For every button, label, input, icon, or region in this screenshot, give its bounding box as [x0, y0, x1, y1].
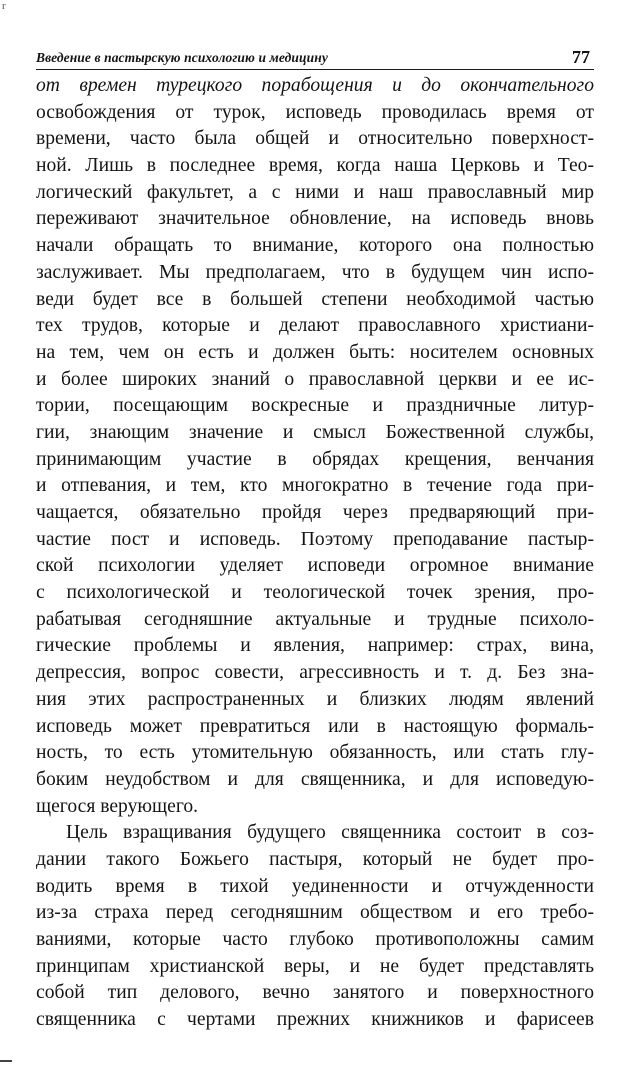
running-head [36, 44, 594, 70]
book-page [36, 44, 594, 1034]
body-text [36, 73, 594, 1034]
paragraph-first-line: Цель взращивания будущего священника состоит в соз- [66, 822, 594, 844]
text-line: времени, часто была общей и относительно поверхност- [36, 128, 594, 150]
text-line: водить время в тихой уединенности и отчужденности [36, 875, 594, 897]
text-line: и отпевания, и тем, кто многократно в течение года при- [36, 475, 594, 497]
text-line: заслуживает. Мы предполагаем, что в будущем чин испо- [36, 261, 594, 283]
paragraph-end-line: щегося верующего. [36, 795, 199, 817]
edge-mark [0, 1060, 12, 1062]
text-line: дании такого Божьего пастыря, который не будет про- [36, 848, 594, 870]
text-line: боким неудобством и для священника, и для исповедую- [36, 768, 594, 790]
text-line: гические проблемы и явления, например: страх, вина, [36, 635, 594, 657]
text-line: принимающим участие в обрядах крещения, венчания [36, 448, 594, 470]
text-line: тех трудов, которые и делают православного христиани- [36, 315, 594, 337]
text-line: ской психологии уделяет исповеди огромное внимание [36, 555, 594, 577]
text-line: частие пост и исповедь. Поэтому преподавание пастыр- [36, 528, 594, 550]
text-line: начали обращать то внимание, которого она полностью [36, 235, 594, 257]
text-line: из-за страха перед сегодняшним обществом и его требо- [36, 902, 594, 924]
running-title: Введение в пастырскую психологию и медицину [36, 50, 328, 65]
text-line: тории, посещающим воскресные и праздничные литур- [36, 395, 594, 417]
text-line: и более широких знаний о православной церкви и ее ис- [36, 368, 594, 390]
text-line: с психологической и теологической точек зрения, про- [36, 582, 594, 604]
text-line: гии, знающим значение и смысл Божественной службы, [36, 421, 594, 443]
text-line: принципам христианской веры, и не будет представлять [36, 955, 594, 977]
text-line: освобождения от турок, исповедь проводилась время от [36, 101, 594, 123]
text-line: логический факультет, а с ними и наш православный мир [36, 181, 594, 203]
text-line: чащается, обязательно пройдя через предваряющий при- [36, 502, 594, 523]
page-number: 77 [572, 47, 590, 67]
text-line: священника с чертами прежних книжников и фарисеев [36, 1009, 594, 1031]
text-line: исповедь может превратиться или в настоящую формаль- [36, 715, 594, 737]
text-line: ной. Лишь в последнее время, когда наша Церковь и Тео- [36, 155, 594, 177]
text-line: переживают значительное обновление, на исповедь вновь [36, 208, 594, 230]
text-line: ваниями, которые часто глубоко противоположны самим [36, 929, 594, 950]
text-line: депрессия, вопрос совести, агрессивность и т. д. Без зна- [36, 662, 594, 684]
text-line: ность, то есть утомительную обязанность, или стать глу- [36, 742, 594, 764]
text-line: ния этих распространенных и близких людям явлений [36, 688, 594, 710]
text-line: на тем, чем он есть и должен быть: носителем основных [36, 341, 594, 363]
text-line: рабатывая сегодняшние актуальные и трудные психоло- [36, 608, 594, 630]
text-line: от времен турецкого порабощения и до окончательного [36, 75, 594, 96]
text-line: веди будет все в большей степени необходимой частью [36, 288, 594, 310]
corner-mark: r [2, 0, 6, 12]
text-line: собой тип делового, вечно занятого и поверхностного [36, 982, 594, 1004]
